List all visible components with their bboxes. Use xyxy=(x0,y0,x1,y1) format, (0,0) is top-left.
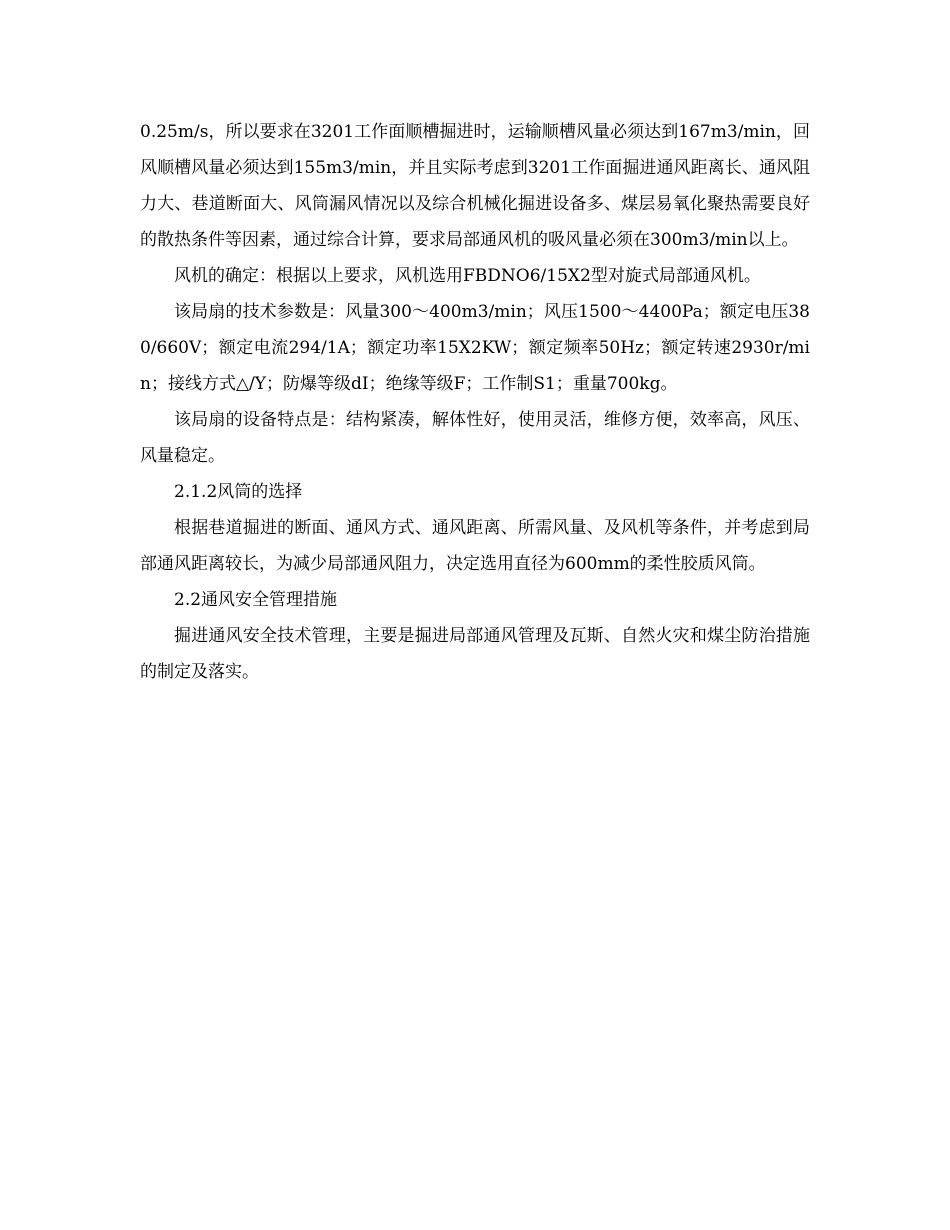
paragraph-fan-technical-parameters: 该局扇的技术参数是：风量300～400m3/min；风压1500～4400Pa；额定电压380/660V；额定电流294/1A；额定功率15X2KW；额定频率50Hz；额定转速2930r/min；接线方式△/Y；防爆等级dI；绝缘等级F；工作制S1；重量700kg。 xyxy=(140,302,810,394)
paragraph-duct-selection: 根据巷道掘进的断面、通风方式、通风距离、所需风量、及风机等条件，并考虑到局部通风距离较长，为减少局部通风阻力，决定选用直径为600mm的柔性胶质风筒。 xyxy=(140,518,810,574)
document-body xyxy=(140,114,810,690)
section-heading-duct-selection: 2.1.2风筒的选择 xyxy=(174,482,303,502)
paragraph-fan-features: 该局扇的设备特点是：结构紧凑，解体性好，使用灵活，维修方便，效率高，风压、风量稳定。 xyxy=(140,410,810,466)
paragraph-air-volume-requirement: 0.25m/s，所以要求在3201工作面顺槽掘进时，运输顺槽风量必须达到167m3/min，回风顺槽风量必须达到155m3/min，并且实际考虑到3201工作面掘进通风距离长、通风阻力大、巷道断面大、风筒漏风情况以及综合机械化掘进设备多、煤层易氧化聚热需要良好的散热条件等因素，通过综合计算，要求局部通风机的吸风量必须在300m3/min以上。 xyxy=(140,122,810,250)
paragraph-fan-selection: 风机的确定：根据以上要求，风机选用FBDNO6/15X2型对旋式局部通风机。 xyxy=(174,266,761,286)
paragraph-ventilation-safety: 掘进通风安全技术管理，主要是掘进局部通风管理及瓦斯、自然火灾和煤尘防治措施的制定及落实。 xyxy=(140,626,810,682)
section-heading-ventilation-safety: 2.2通风安全管理措施 xyxy=(174,590,338,610)
